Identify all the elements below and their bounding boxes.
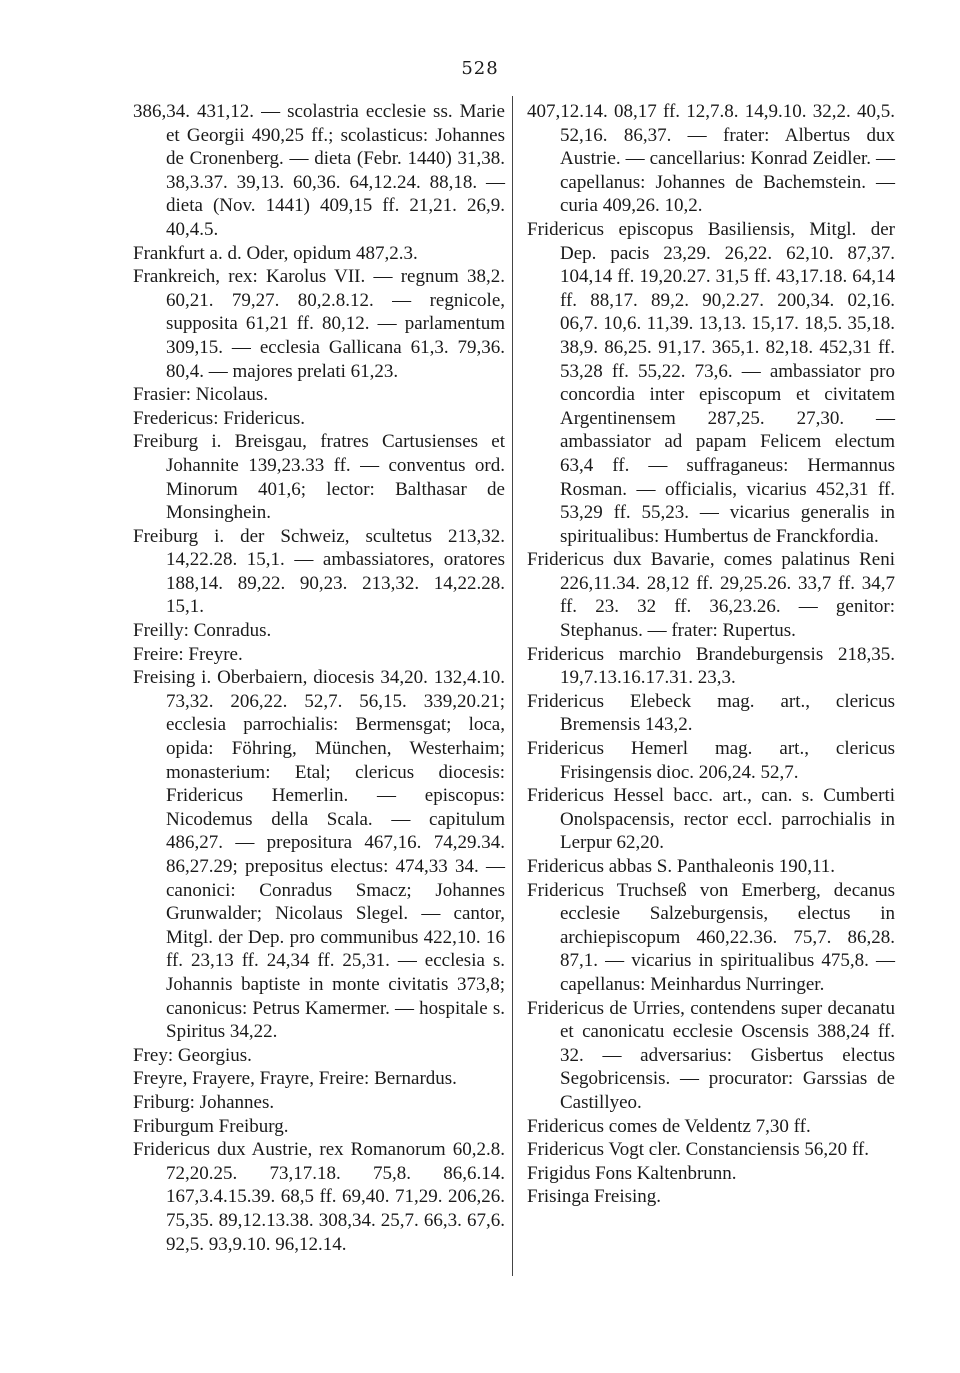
index-entry: Fridericus de Urries, contendens super decanatu et canonicatu ecclesie Oscensis 388,24 ff. 32. — adversarius: Gisbertus electus Segobricensis. — procurator: Garssias de Castillyeo. xyxy=(527,997,895,1113)
index-entry: Freyre, Frayere, Frayre, Freire: Bernardus. xyxy=(133,1068,457,1090)
index-entry: Frisinga Freising. xyxy=(527,1186,662,1208)
index-entry: Fredericus: Fridericus. xyxy=(133,407,306,429)
index-entry: Fridericus Truchseß von Emerberg, decanus ecclesie Salzeburgensis, electus in archiepiscopum 460,22.36. 75,7. 86,28. 87,1. — vicarius in spiritualibus 475,8. — capellanus: Meinhardus Nurringer. xyxy=(527,879,895,995)
index-entry: Freire: Freyre. xyxy=(133,643,243,665)
index-entry: Freilly: Conradus. xyxy=(133,620,272,642)
index-entry: Fridericus marchio Brandeburgensis 218,35. 19,7.13.16.17.31. 23,3. xyxy=(527,643,895,689)
index-entry: Fridericus Hemerl mag. art., clericus Frisingensis dioc. 206,24. 52,7. xyxy=(527,738,895,783)
index-entry: 386,34. 431,12. — scolastria ecclesie ss. Marie et Georgii 490,25 ff.; scolasticus: Johannes de Cronenberg. — dieta (Febr. 1440) 31,38. 38,3.37. 39,13. 60,36. 64,12.24. 88,18. — dieta (Nov. 1441) 409,15 ff. 21,21. 26,9. 40,4.5. xyxy=(133,101,505,240)
index-entry: 407,12.14. 08,17 ff. 12,7.8. 14,9.10. 32,2. 40,5. 52,16. 86,37. — frater: Albertus dux Austrie. — cancellarius: Konrad Zeidler. — capellanus: Johannes de Bachemstein. — curia 409,26. 10,2. xyxy=(527,101,895,217)
index-entry: Freiburg i. Breisgau, fratres Cartusienses et Johannite 139,23.33 ff. — conventus ord. Minorum 401,6; lector: Balthasar de Monsinghein. xyxy=(133,431,505,524)
index-entry: Fridericus abbas S. Panthaleonis 190,11. xyxy=(527,856,836,877)
index-entry: Fridericus dux Bavarie, comes palatinus Reni 226,11.34. 28,12 ff. 29,25.26. 33,7 ff. 34,7 ff. 23. 32 ff. 36,23.26. — genitor: Stephanus. — frater: Rupertus. xyxy=(527,549,895,642)
left-column xyxy=(133,100,505,1256)
page-number: 528 xyxy=(461,58,499,79)
index-entry: Fridericus episcopus Basiliensis, Mitgl. der Dep. pacis 23,29. 26,22. 62,10. 87,37. 104,14 ff. 19,20.27. 31,5 ff. 43,17.18. 64,14 ff. 88,17. 89,2. 90,2.27. 200,34. 02,16. 06,7. 10,6. 11,39. 13,13. 15,17. 18,5. 35,18. 38,9. 86,25. 91,17. 365,1. 82,18. 452,31 ff. 53,28 ff. 55,22. 73,6. — ambassiator pro concordia inter episcopum et civitatem Argentinensem 287,25. 27,30. — ambassiator ad papam Felicem electum 63,4 ff. — suffraganeus: Hermannus Rosman. — officialis, vicarius 452,31 ff. 53,29 ff. 55,23. — vicarius generalis in spiritualibus: Humbertus de Franckfordia. xyxy=(527,218,895,547)
index-entry: Fridericus dux Austrie, rex Romanorum 60,2.8. 72,20.25. 73,17.18. 75,8. 86,6.14. 167,3.4.15.39. 68,5 ff. 69,40. 71,29. 206,26. 75,35. 89,12.13.38. 308,34. 25,7. 66,3. 67,6. 92,5. 93,9.10. 96,12.14. xyxy=(133,1139,505,1255)
right-column xyxy=(527,100,895,1209)
index-entry: Friburgum Freiburg. xyxy=(133,1115,289,1137)
index-entry: Frankfurt a. d. Oder, opidum 487,2.3. xyxy=(133,242,418,264)
index-entry: Frigidus Fons Kaltenbrunn. xyxy=(527,1162,737,1184)
index-entry: Frasier: Nicolaus. xyxy=(133,384,269,406)
index-entry: Friburg: Johannes. xyxy=(133,1091,275,1113)
index-entry: Freising i. Oberbaiern, diocesis 34,20. 132,4.10. 73,32. 206,22. 52,7. 56,15. 339,20.21; ecclesia parrochialis: Bermensgat; loca, opida: Föhring, München, Westerhaim; monasterium: Etal; clericus diocesis: Fridericus Hemerlin. — episcopus: Nicodemus della Scala. — capitulum 486,27. — prepositura 467,16. 74,29.34. 86,27.29; prepositus electus: 474,33 34. — canonici: Conradus Smacz; Johannes Grunwalder; Nicolaus Slegel. — cantor, Mitgl. der Dep. pro communibus 422,10. 16 ff. 23,13 ff. 24,34 ff. 25,31. — ecclesia s. Johannis baptiste in monte civitatis 373,8; canonicus: Petrus Kamermer. — hospitale s. Spiritus 34,22. xyxy=(133,667,505,1043)
column-divider xyxy=(512,96,513,1276)
index-entry: Frey: Georgius. xyxy=(133,1044,252,1066)
index-entry: Freiburg i. der Schweiz, scultetus 213,32. 14,22.28. 15,1. — ambassiatores, oratores 188,14. 89,22. 90,23. 213,32. 14,22.28. 15,1. xyxy=(133,525,505,618)
index-entry: Fridericus Elebeck mag. art., clericus Bremensis 143,2. xyxy=(527,690,895,736)
index-entry: Fridericus Vogt cler. Constanciensis 56,20 ff. xyxy=(527,1139,869,1161)
index-entry: Fridericus Hessel bacc. art., can. s. Cumberti Onolspacensis, rector eccl. parrochialis in Lerpur 62,20. xyxy=(527,785,895,854)
index-entry: Frankreich, rex: Karolus VII. — regnum 38,2. 60,21. 79,27. 80,2.8.12. — regnicole, supposita 61,21 ff. 80,12. — parlamentum 309,15. — ecclesia Gallicana 61,3. 79,36. 80,4. — majores prelati 61,23. xyxy=(133,266,505,382)
index-entry: Fridericus comes de Veldentz 7,30 ff. xyxy=(527,1115,811,1137)
